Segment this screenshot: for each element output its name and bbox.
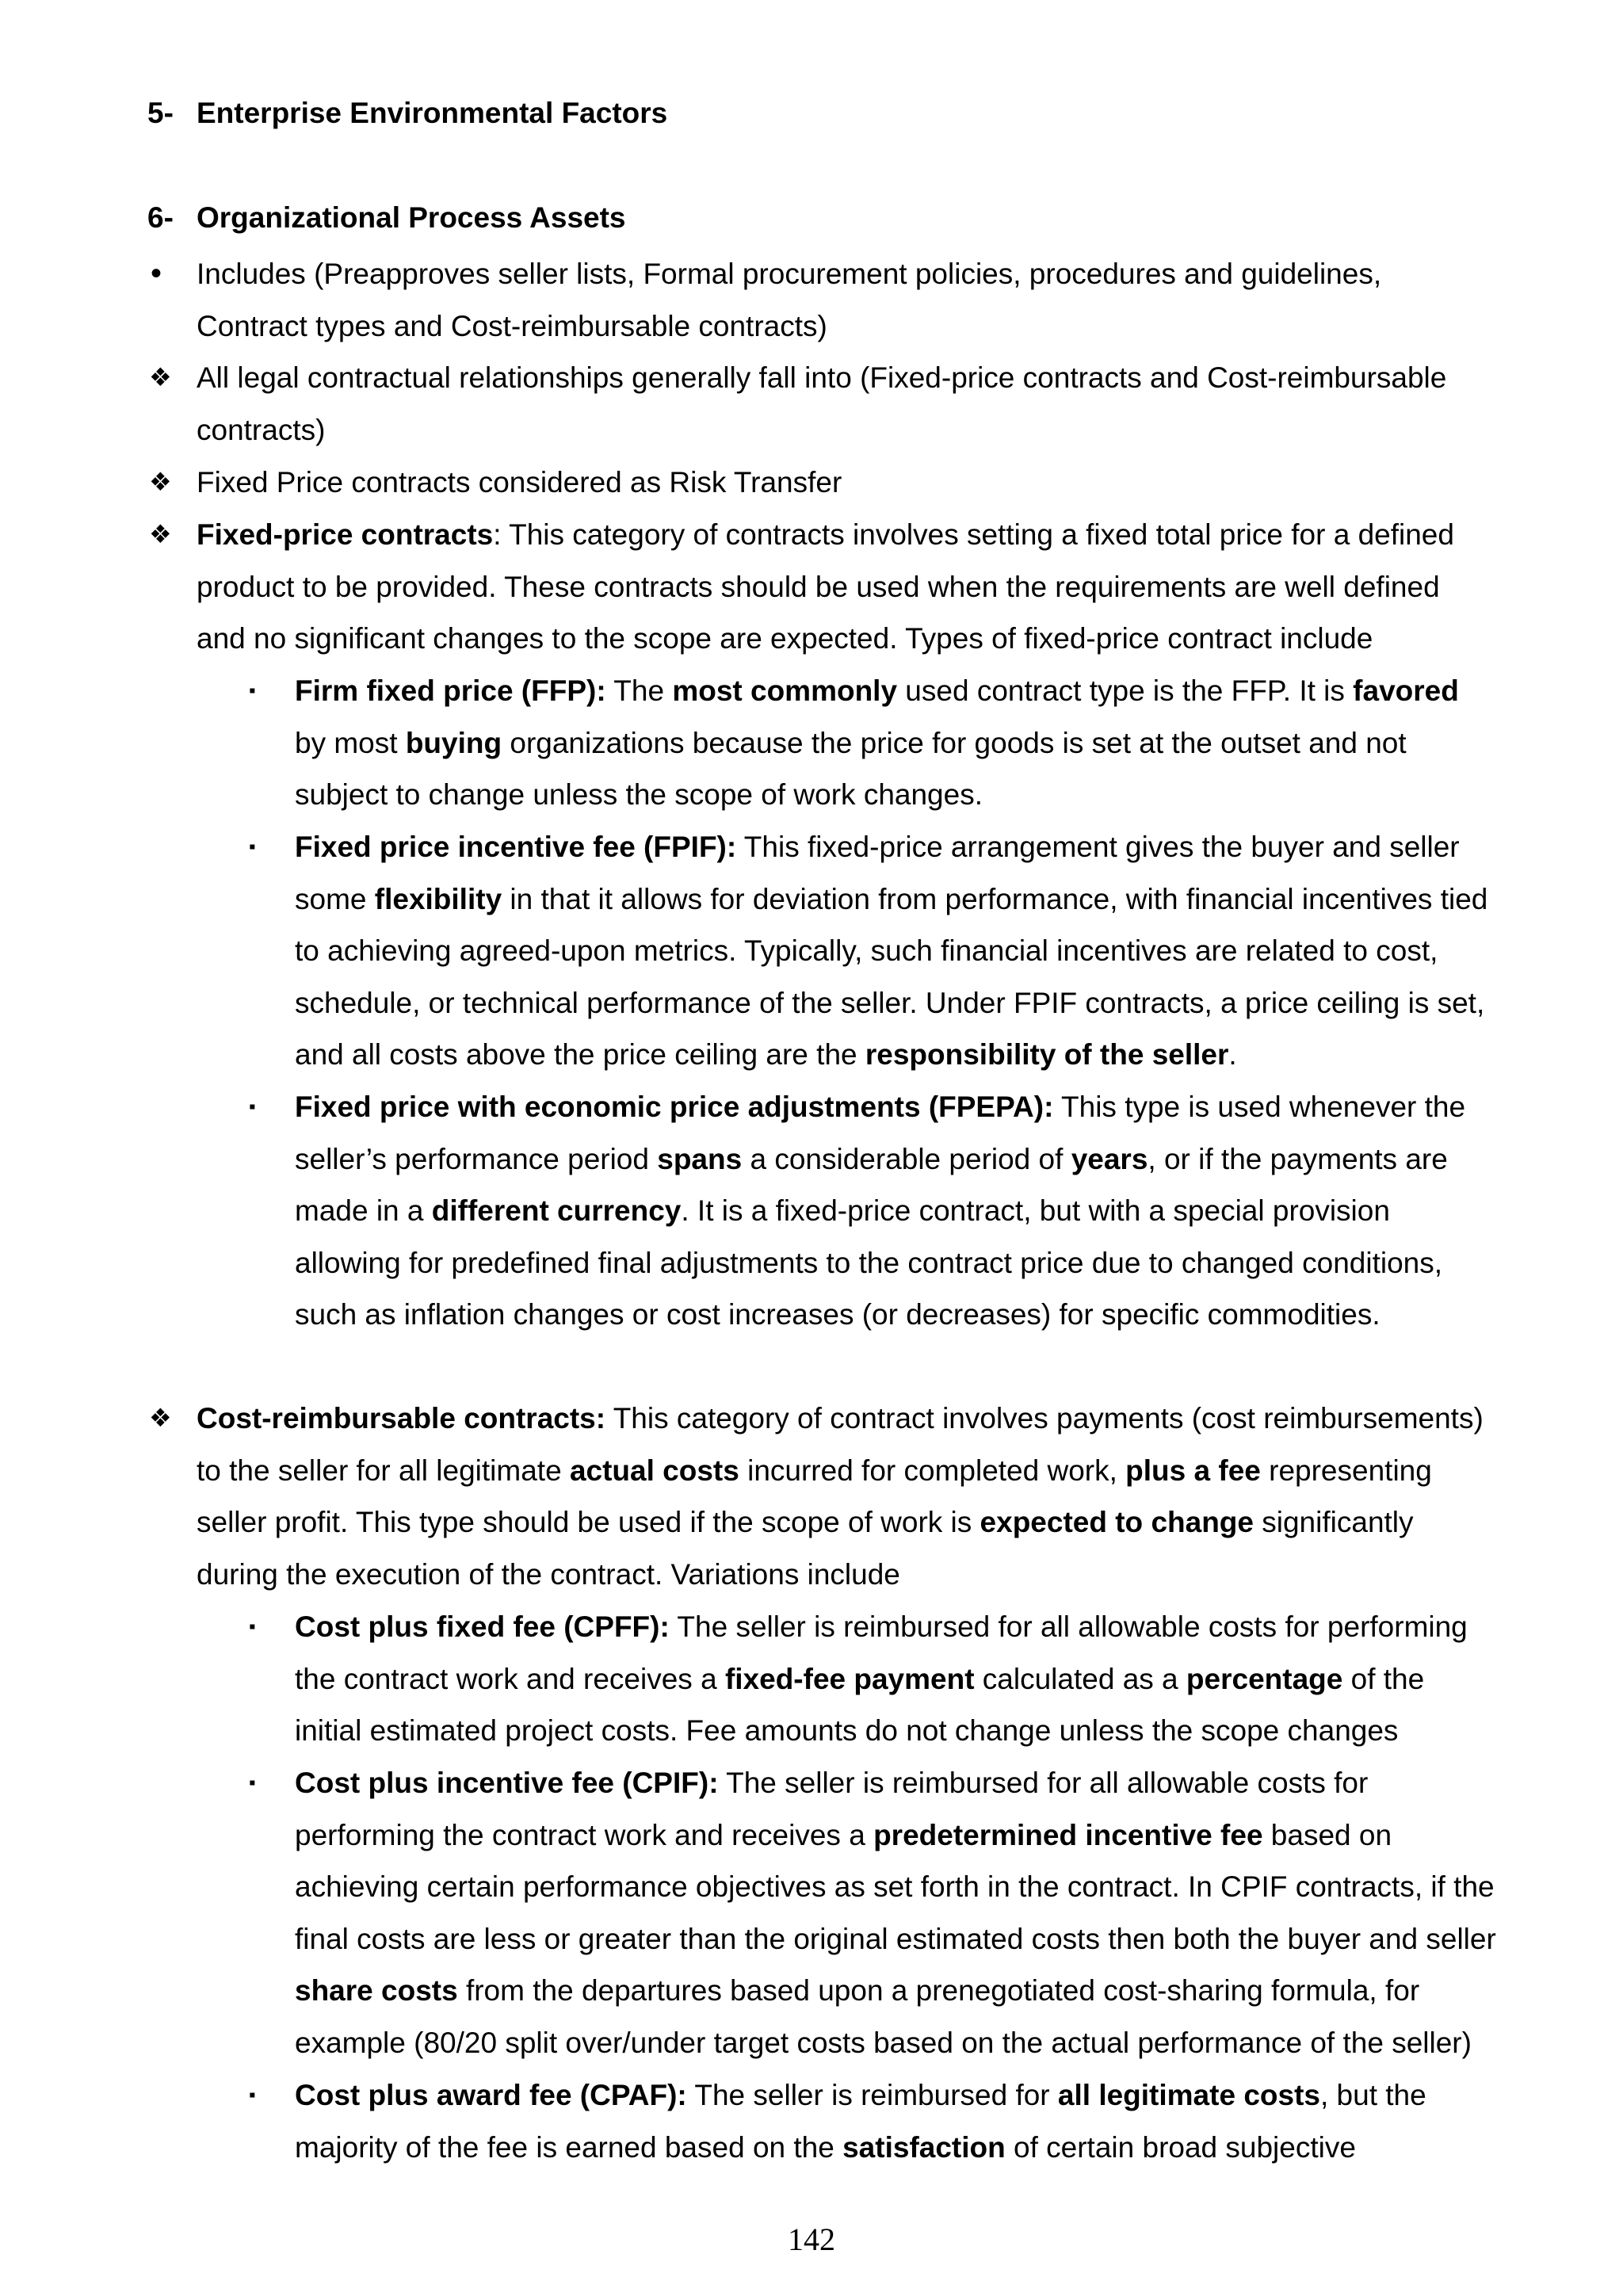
page-number: 142 — [788, 2222, 835, 2257]
heading-number: 5- — [147, 97, 174, 129]
bullet-diamond-icon: ❖ — [149, 468, 172, 496]
section-cost-reimbursable-contracts: Cost-reimbursable contracts: This category of contract involves payments (cost reimbursements) to the seller for all legitimate actual costs incurred for completed work, plus a fee representing seller profit. This type should be used if the scope of work is expected to change significantly during the execution of the contract. Variations include — [197, 1402, 1484, 1591]
bullet-diamond-icon: ❖ — [149, 363, 172, 392]
bullet-square-icon: ▪ — [249, 836, 256, 858]
item-fixed-price-economic-adjustments: Fixed price with economic price adjustments (FPEPA): This type is used whenever the seller’s performance period spans a considerable period of years, or if the payments are made in a different currency. It is a fixed-price contract, but with a special provision allowing for predefined final adjustments to the contract price due to changed conditions, such as inflation changes or cost increases (or decreases) for specific commodities. — [295, 1091, 1466, 1331]
heading-text: Enterprise Environmental Factors — [197, 97, 668, 129]
section-fixed-price-contracts: Fixed-price contracts: This category of contracts involves setting a fixed total price for a defined product to be provided. These contracts should be used when the requirements are well defined and no significant changes to the scope are expected. Types of fixed-price contract include — [197, 518, 1454, 655]
bullet-legal-relationships: All legal contractual relationships generally fall into (Fixed-price contracts and Cost-reimbursable contracts) — [197, 361, 1447, 446]
heading-number: 6- — [147, 201, 174, 234]
heading-text: Organizational Process Assets — [197, 201, 626, 234]
bullet-includes: Includes (Preapproves seller lists, Formal procurement policies, procedures and guidelines, Contract types and Cost-reimbursable contracts) — [197, 258, 1382, 342]
bullet-square-icon: ▪ — [249, 680, 256, 701]
bullet-square-icon: ▪ — [249, 2084, 256, 2106]
bullet-square-icon: ▪ — [249, 1096, 256, 1117]
bullet-risk-transfer: Fixed Price contracts considered as Risk Transfer — [197, 466, 842, 499]
bullet-diamond-icon: ❖ — [149, 1404, 172, 1432]
item-cost-plus-fixed-fee: Cost plus fixed fee (CPFF): The seller is reimbursed for all allowable costs for performing the contract work and receives a fixed-fee payment calculated as a percentage of the initial estimated project costs. Fee amounts do not change unless the scope changes — [295, 1610, 1468, 1748]
item-cost-plus-incentive-fee: Cost plus incentive fee (CPIF): The seller is reimbursed for all allowable costs for performing the contract work and receives a predetermined incentive fee based on achieving certain performance objectives as set forth in the contract. In CPIF contracts, if the final costs are less or greater than the original estimated costs then both the buyer and seller share costs from the departures based upon a prenegotiated cost-sharing formula, for example (80/20 split over/under target costs based on the actual performance of the seller) — [295, 1767, 1496, 2059]
item-fixed-price-incentive-fee: Fixed price incentive fee (FPIF): This fixed-price arrangement gives the buyer and seller some flexibility in that it allows for deviation from performance, with financial incentives tied to achieving agreed-upon metrics. Typically, such financial incentives are related to cost, schedule, or technical performance of the seller. Under FPIF contracts, a price ceiling is set, and all costs above the price ceiling are the responsibility of the seller. — [295, 831, 1488, 1072]
bullet-square-icon: ▪ — [249, 1772, 256, 1794]
item-cost-plus-award-fee: Cost plus award fee (CPAF): The seller is reimbursed for all legitimate costs, but the majority of the fee is earned based on the satisfaction of certain broad subjective — [295, 2079, 1426, 2164]
bullet-dot-icon: • — [151, 256, 162, 291]
item-firm-fixed-price: Firm fixed price (FFP): The most commonly used contract type is the FFP. It is favored by most buying organizations because the price for goods is set at the outset and not subject to change unless the scope of work changes. — [295, 674, 1459, 812]
bullet-square-icon: ▪ — [249, 1616, 256, 1637]
bullet-diamond-icon: ❖ — [149, 520, 172, 548]
